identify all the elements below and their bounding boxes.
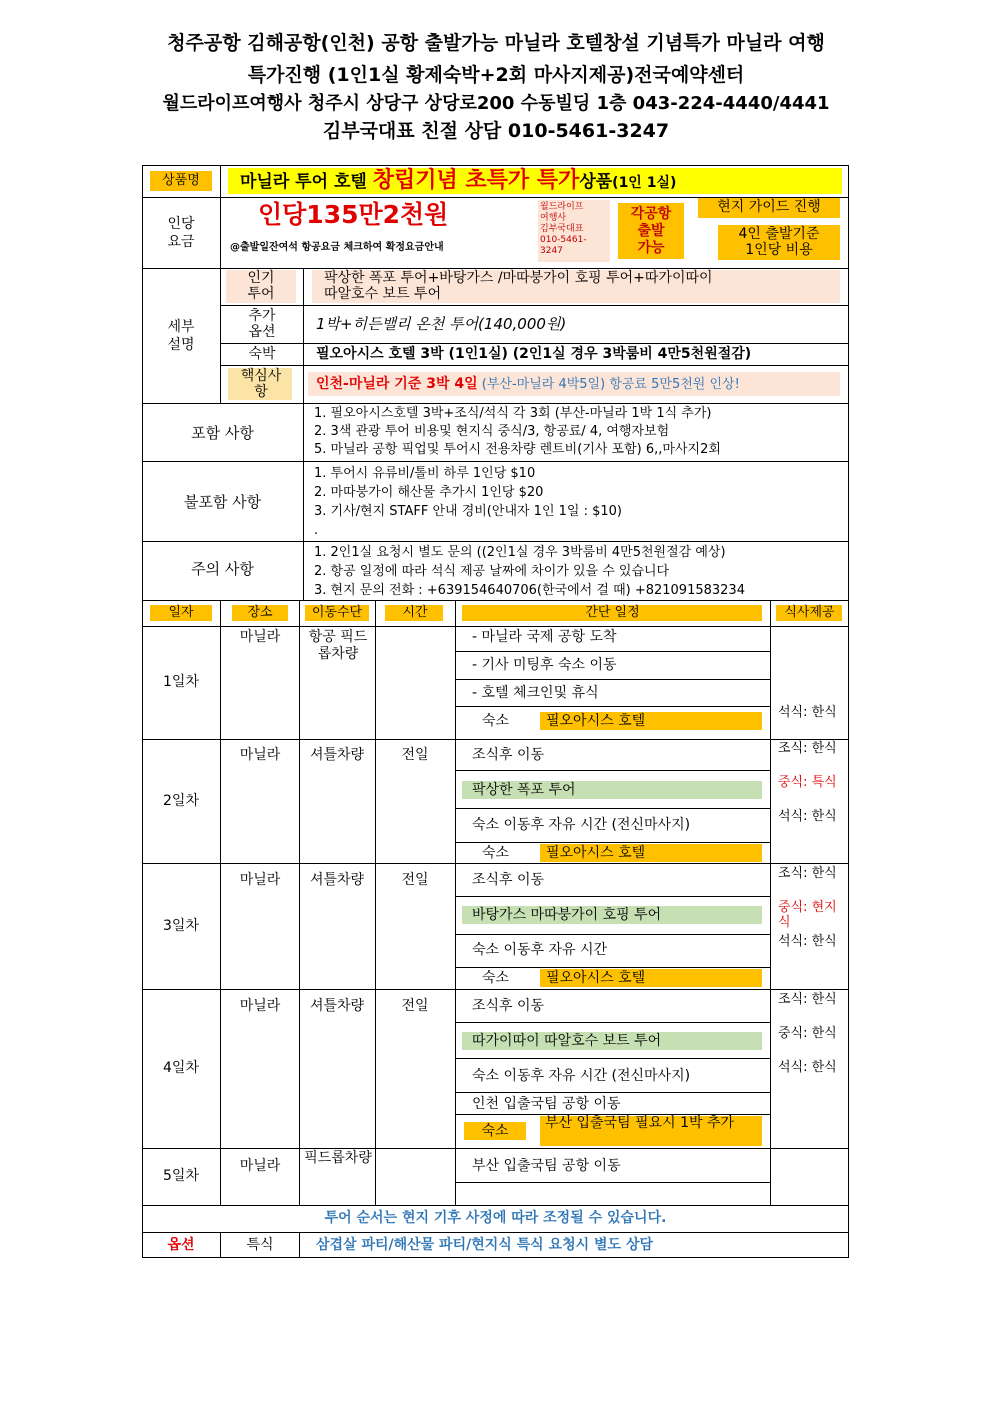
price-basis: 4인 출발기준 1인당 비용 bbox=[738, 226, 820, 258]
day2-label: 2일차 bbox=[163, 793, 199, 809]
option-row-label: 옵션 bbox=[167, 1237, 195, 1253]
day2-hotel: 필오아시스 호텔 bbox=[546, 845, 646, 861]
day4-item-1: 조식후 이동 bbox=[472, 998, 545, 1014]
option-text: 1박+히든밸리 온천 투어(140,000원) bbox=[316, 315, 567, 333]
col-time: 시간 bbox=[402, 605, 428, 620]
day1-hotel: 필오아시스 호텔 bbox=[546, 713, 646, 729]
header-line-1: 청주공항 김해공항(인천) 공항 출발가능 마닐라 호텔창설 기념특가 마닐라 여행 bbox=[167, 32, 825, 54]
day4-label: 4일차 bbox=[163, 1060, 199, 1076]
day4-meal-lunch: 중식: 한식 bbox=[778, 1026, 837, 1041]
header-line-3: 월드라이프여행사 청주시 상당구 상당로200 수동빌딩 1층 043-224-4440/4441 bbox=[162, 93, 830, 114]
popular-tour-label: 인기 투어 bbox=[247, 270, 275, 302]
key-label: 핵심사 항 bbox=[240, 368, 282, 400]
day1-transport: 항공 픽드롭차량 bbox=[308, 629, 368, 662]
day4-time: 전일 bbox=[401, 998, 429, 1014]
popular-tour-text: 팍상한 폭포 투어+바탕가스 /마따붕가이 호핑 투어+따가이따이 따알호수 보트 투어 bbox=[324, 270, 713, 302]
day3-transport: 셔틀차량 bbox=[309, 872, 365, 888]
col-day: 일자 bbox=[168, 605, 194, 620]
excluded-label: 불포함 사항 bbox=[183, 493, 262, 511]
day2-item-2: 팍상한 폭포 투어 bbox=[472, 782, 576, 798]
day2-meal-dinner: 석식: 한식 bbox=[778, 809, 837, 824]
caution-label: 주의 사항 bbox=[191, 560, 254, 578]
day5-label: 5일차 bbox=[163, 1168, 199, 1184]
col-transport: 이동수단 bbox=[311, 605, 363, 620]
guide-badge: 현지 가이드 진행 bbox=[717, 199, 821, 215]
day1-stay-label: 숙소 bbox=[482, 713, 510, 729]
agency-contact: 월드라이프 여행사 김부국대표 010-5461- 3247 bbox=[540, 202, 587, 256]
day1-meal: 석식: 한식 bbox=[778, 705, 837, 720]
included-list: 1. 필오아시스호텔 3박+조식/석식 각 3회 (부산-마닐라 1박 1식 추가) 2. 3색 관광 투어 비용및 현지식 중식/3, 항공료/ 4, 여행자보험 5. 마닐라 공항 픽업및 투어시 전용차량 렌트비(기사 포함) 6,,마사지2회 bbox=[314, 406, 721, 457]
day2-place: 마닐라 bbox=[239, 747, 281, 763]
day2-time: 전일 bbox=[401, 747, 429, 763]
price-note: @출발일잔여석 항공요금 체크하여 확정요금안내 bbox=[230, 242, 444, 253]
product-title: 마닐라 투어 호텔 창립기념 초특가 특가상품(1인 1실) bbox=[240, 168, 677, 193]
day3-hotel: 필오아시스 호텔 bbox=[546, 970, 646, 986]
day3-place: 마닐라 bbox=[239, 872, 281, 888]
day2-meal-lunch: 중식: 특식 bbox=[778, 775, 837, 790]
day5-place: 마닐라 bbox=[239, 1158, 281, 1174]
price-label: 인당 요금 bbox=[167, 216, 195, 250]
stay-label: 숙박 bbox=[248, 346, 276, 362]
day4-meal-breakfast: 조식: 한식 bbox=[778, 992, 837, 1007]
day5-item-1: 부산 입출국팀 공항 이동 bbox=[472, 1158, 621, 1174]
day2-meal-breakfast: 조식: 한식 bbox=[778, 741, 837, 756]
day4-meal-dinner: 석식: 한식 bbox=[778, 1060, 837, 1075]
day4-stay-note: 부산 입출국팀 필요시 1박 추가 bbox=[545, 1115, 734, 1131]
col-place: 장소 bbox=[247, 605, 273, 620]
day2-stay-label: 숙소 bbox=[482, 845, 510, 861]
day3-meal-lunch: 중식: 현지식 bbox=[778, 900, 837, 930]
day2-item-1: 조식후 이동 bbox=[472, 747, 545, 763]
day3-time: 전일 bbox=[401, 872, 429, 888]
day3-stay-label: 숙소 bbox=[482, 970, 510, 986]
caution-list: 1. 2인1실 요청시 별도 문의 ((2인1실 경우 3박룸비 4만5천원절감 예상) 2. 항공 일정에 따라 석식 제공 날짜에 차이가 있을 수 있습니다 3. 현지 문의 전화 : +639154640706(한국에서 걸 때) +821091583234 bbox=[314, 545, 745, 598]
product-label: 상품명 bbox=[162, 173, 200, 188]
notice-text: 투어 순서는 현지 기후 사정에 따라 조정될 수 있습니다. bbox=[324, 1210, 667, 1226]
day1-item-3: - 호텔 체크인및 휴식 bbox=[472, 685, 599, 701]
day3-item-2: 바탕가스 마따붕가이 호핑 투어 bbox=[472, 907, 662, 923]
day1-item-2: - 기사 미팅후 숙소 이동 bbox=[472, 657, 617, 673]
price-amount: 인당135만2천원 bbox=[258, 200, 449, 229]
option-row-content: 삼겹살 파티/해산물 파티/현지식 특식 요청시 별도 상담 bbox=[316, 1237, 653, 1253]
stay-text: 필오아시스 호텔 3박 (1인1실) (2인1실 경우 3박룸비 4만5천원절감) bbox=[316, 346, 752, 362]
day1-label: 1일차 bbox=[163, 674, 199, 690]
col-plan: 간단 일정 bbox=[585, 605, 640, 620]
header-line-2: 특가진행 (1인1실 황제숙박+2회 마사지제공)전국예약센터 bbox=[247, 64, 745, 86]
day1-item-1: - 마닐라 국제 공항 도착 bbox=[472, 629, 617, 645]
detail-label: 세부 설명 bbox=[167, 319, 195, 353]
day3-meal-dinner: 석식: 한식 bbox=[778, 934, 837, 949]
included-label: 포함 사항 bbox=[191, 424, 254, 442]
day3-item-3: 숙소 이동후 자유 시간 bbox=[472, 942, 608, 958]
option-row-type: 특식 bbox=[246, 1237, 274, 1253]
day1-place: 마닐라 bbox=[239, 629, 281, 645]
day2-transport: 셔틀차량 bbox=[309, 747, 365, 763]
col-meal: 식사제공 bbox=[784, 605, 835, 620]
day3-label: 3일차 bbox=[163, 918, 199, 934]
day4-item-4: 인천 입출국팀 공항 이동 bbox=[472, 1096, 621, 1112]
option-label: 추가 옵션 bbox=[248, 308, 276, 340]
day4-transport: 셔틀차량 bbox=[309, 998, 365, 1014]
day4-stay-label: 숙소 bbox=[481, 1123, 509, 1139]
excluded-list: 1. 투어시 유류비/톨비 하루 1인당 $10 2. 마따붕가이 해산물 추가시 1인당 $20 3. 기사/현지 STAFF 안내 경비(안내자 1인 1일 : $10) . bbox=[314, 466, 623, 538]
day3-item-1: 조식후 이동 bbox=[472, 872, 545, 888]
header-line-4: 김부국대표 친절 상담 010-5461-3247 bbox=[322, 120, 670, 142]
key-text: 인천-마닐라 기준 3박 4일 (부산-마닐라 4박5일) 항공료 5만5천원 인상! bbox=[316, 376, 740, 392]
day4-place: 마닐라 bbox=[239, 998, 281, 1014]
day4-item-3: 숙소 이동후 자유 시간 (전신마사지) bbox=[472, 1068, 691, 1084]
day4-item-2: 따가이따이 따알호수 보트 투어 bbox=[472, 1033, 662, 1049]
day5-transport: 픽드롭차량 bbox=[304, 1150, 372, 1166]
day3-meal-breakfast: 조식: 한식 bbox=[778, 866, 837, 881]
airport-badge: 각공항 출발 가능 bbox=[630, 206, 672, 256]
day2-item-3: 숙소 이동후 자유 시간 (전신마사지) bbox=[472, 817, 691, 833]
